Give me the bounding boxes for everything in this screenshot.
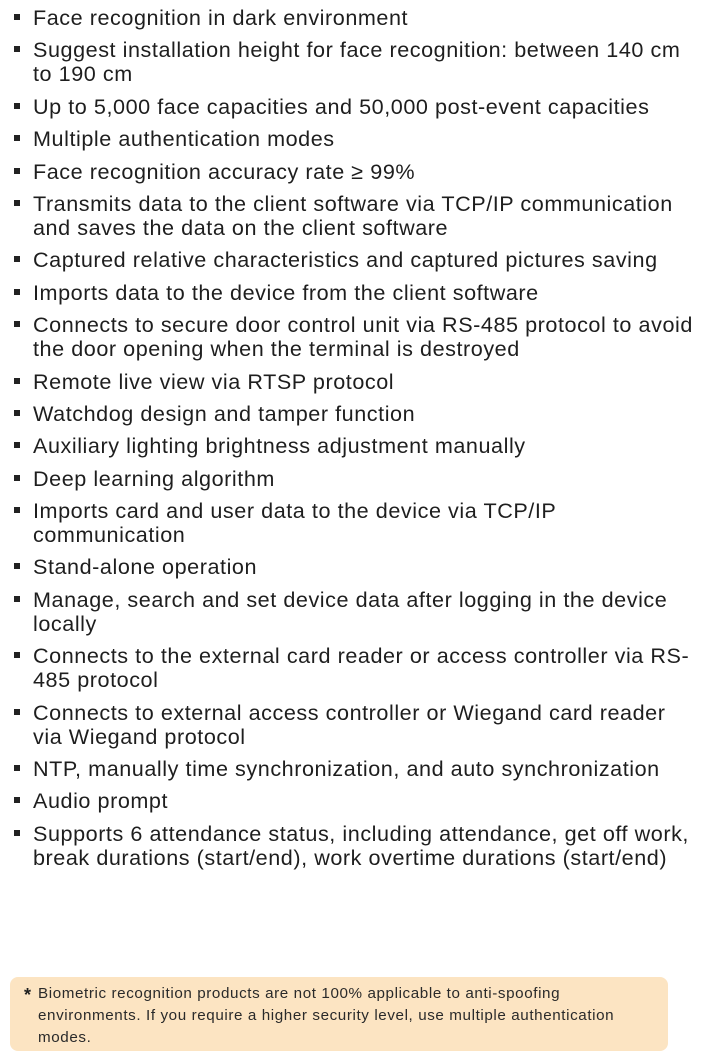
square-bullet-icon — [14, 410, 20, 416]
feature-item — [12, 248, 697, 272]
feature-item — [12, 127, 697, 151]
feature-text: Face recognition in dark environment — [33, 5, 409, 30]
feature-text: Stand-alone operation — [33, 554, 258, 580]
square-bullet-icon — [14, 475, 20, 481]
feature-text: NTP, manually time synchronization, and auto synchronization — [33, 756, 660, 782]
square-bullet-icon — [14, 289, 20, 295]
square-bullet-icon — [14, 442, 20, 448]
square-bullet-icon — [14, 14, 20, 20]
feature-text: Connects to external access controller or Wiegand card reader via Wiegand protocol — [33, 699, 666, 749]
feature-text: Multiple authentication modes — [33, 126, 335, 152]
feature-text: Watchdog design and tamper function — [33, 400, 416, 426]
feature-text: Connects to the external card reader or access controller via RS-485 protocol — [33, 643, 690, 693]
feature-text: Supports 6 attendance status, including attendance, get off work, break durations (start/end), work overtime durations (start/end) — [33, 820, 689, 870]
feature-text: Manage, search and set device data after logging in the device locally — [33, 586, 668, 636]
feature-text: Connects to secure door control unit via RS-485 protocol to avoid the door opening when the terminal is destroyed — [33, 312, 693, 362]
square-bullet-icon — [14, 507, 20, 513]
feature-item — [12, 701, 697, 749]
feature-text: Audio prompt — [33, 788, 169, 814]
disclaimer-text: Biometric recognition products are not 100% applicable to anti-spoofing environments. If you require a higher security level, use multiple authentication modes. — [38, 985, 615, 1046]
square-bullet-icon — [14, 596, 20, 602]
feature-text: Suggest installation height for face recognition: between 140 cm to 190 cm — [33, 37, 681, 87]
square-bullet-icon — [14, 256, 20, 262]
feature-item — [12, 588, 697, 636]
square-bullet-icon — [14, 321, 20, 327]
feature-item — [12, 434, 697, 458]
asterisk-marker: * — [24, 985, 32, 1005]
square-bullet-icon — [14, 709, 20, 715]
feature-item — [12, 313, 697, 361]
square-bullet-icon — [14, 830, 20, 836]
feature-list — [12, 6, 697, 870]
square-bullet-icon — [14, 765, 20, 771]
feature-text: Up to 5,000 face capacities and 50,000 post-event capacities — [33, 93, 650, 119]
square-bullet-icon — [14, 46, 20, 52]
feature-item — [12, 95, 697, 119]
square-bullet-icon — [14, 103, 20, 109]
square-bullet-icon — [14, 168, 20, 174]
square-bullet-icon — [14, 797, 20, 803]
square-bullet-icon — [14, 378, 20, 384]
disclaimer-note — [10, 977, 668, 1051]
feature-text: Remote live view via RTSP protocol — [33, 368, 395, 394]
square-bullet-icon — [14, 652, 20, 658]
feature-item — [12, 192, 697, 240]
feature-item — [12, 370, 697, 394]
feature-text: Deep learning algorithm — [33, 465, 275, 491]
square-bullet-icon — [14, 563, 20, 569]
feature-text: Face recognition accuracy rate ≥ 99% — [33, 158, 416, 184]
feature-item — [12, 757, 697, 781]
feature-item — [12, 467, 697, 491]
feature-item — [12, 789, 697, 813]
feature-item — [12, 822, 697, 870]
feature-text: Imports card and user data to the device via TCP/IP communication — [33, 498, 556, 548]
feature-item — [12, 38, 697, 86]
feature-item — [12, 402, 697, 426]
feature-item — [12, 6, 697, 30]
feature-item — [12, 281, 697, 305]
feature-item — [12, 499, 697, 547]
feature-text: Auxiliary lighting brightness adjustment manually — [33, 433, 526, 459]
feature-item — [12, 644, 697, 692]
square-bullet-icon — [14, 200, 20, 206]
feature-item — [12, 160, 697, 184]
square-bullet-icon — [14, 135, 20, 141]
feature-text: Imports data to the device from the client software — [33, 279, 539, 305]
feature-text: Transmits data to the client software via TCP/IP communication and saves the data on the client software — [33, 190, 673, 240]
feature-text: Captured relative characteristics and captured pictures saving — [33, 247, 658, 273]
feature-item — [12, 555, 697, 579]
